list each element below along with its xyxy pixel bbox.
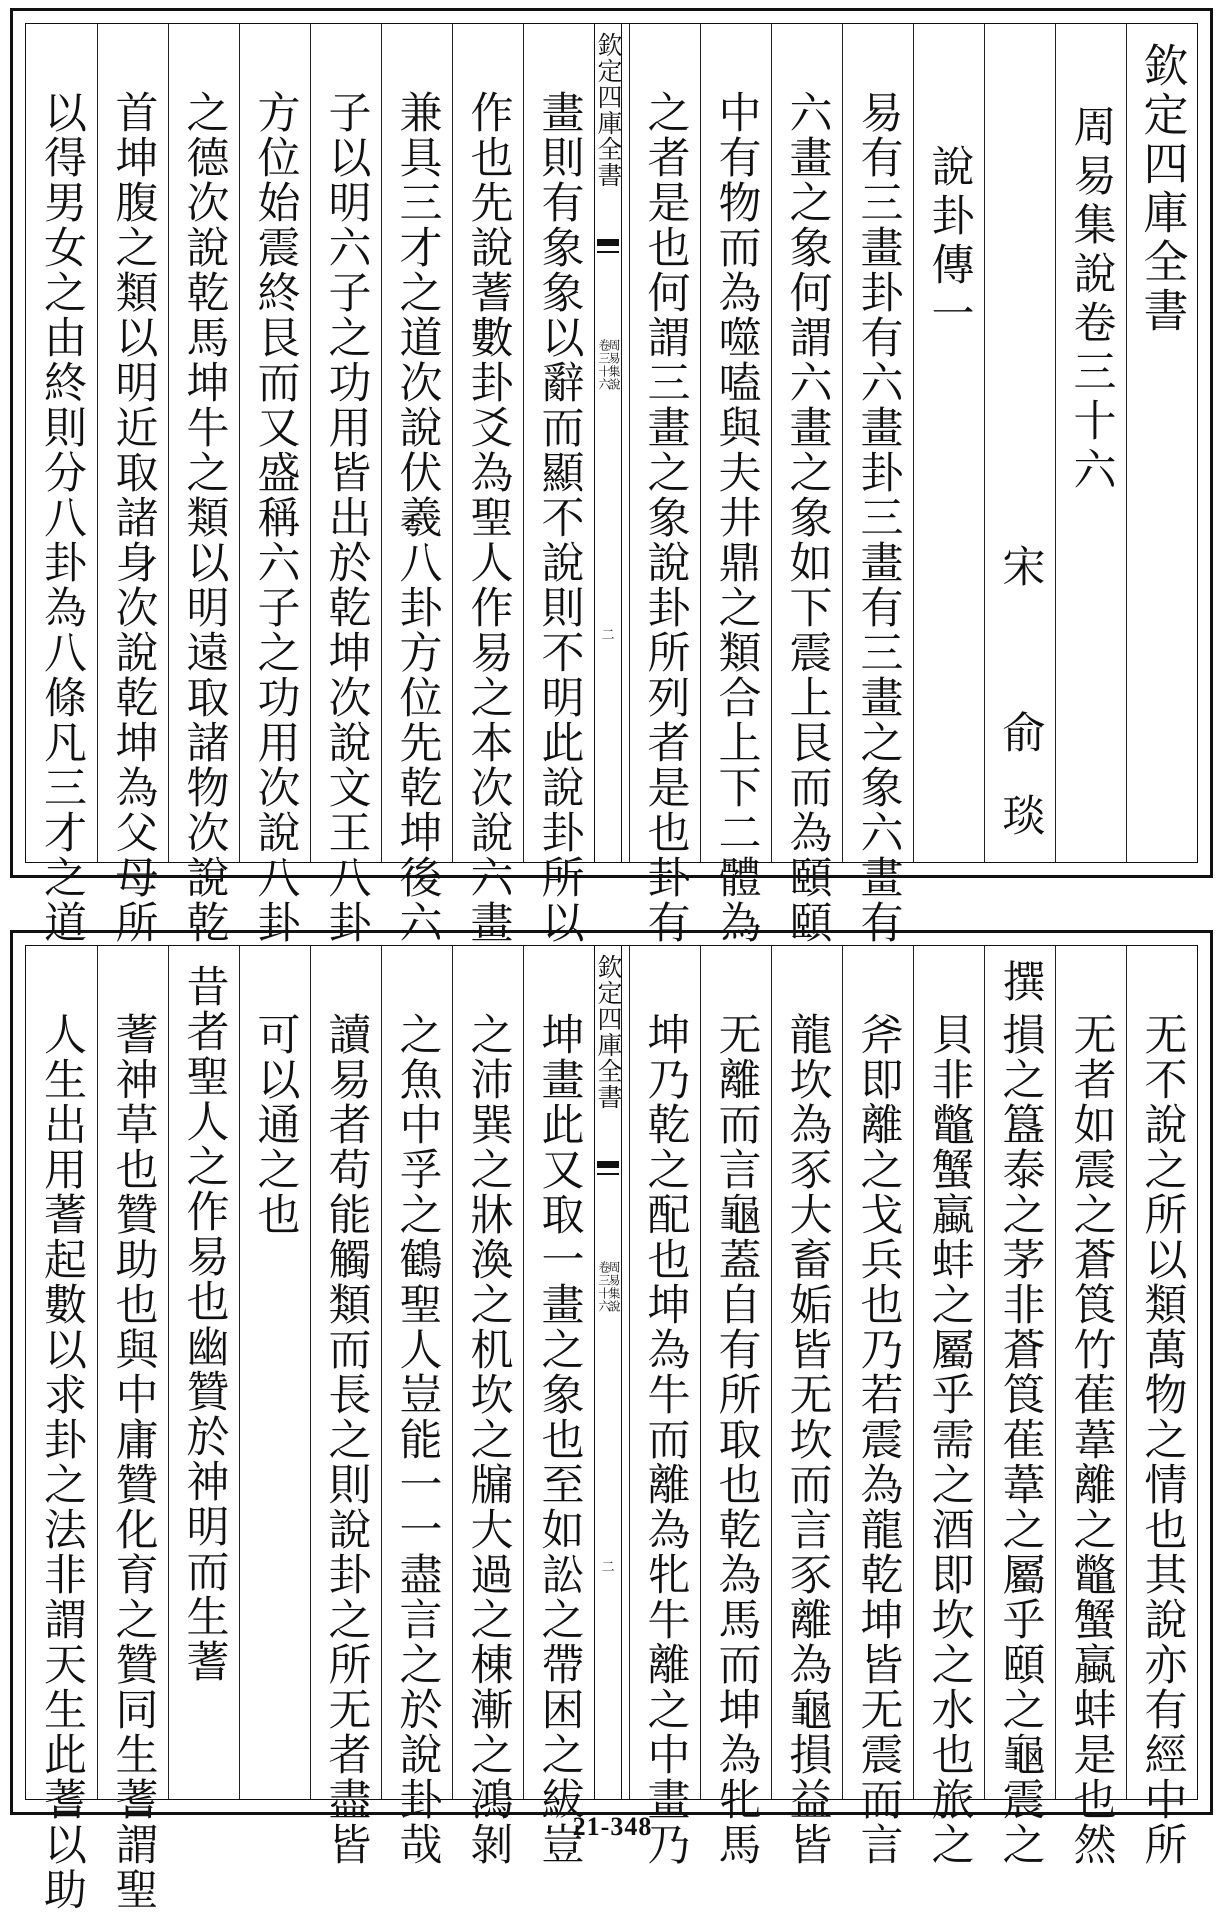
body-text: 之者是也何謂三畫之象說卦所列者是也卦有: [640, 90, 691, 945]
body-text: 六畫之象何謂六畫之象如下震上艮而為頤頤: [782, 90, 833, 945]
spine-title: 欽定四庫全書: [594, 32, 623, 188]
body-text: 首坤腹之類以明近取諸身次說乾坤為父母所: [108, 90, 159, 945]
top-page-frame: [25, 23, 1198, 1042]
text-column: [771, 946, 842, 1867]
center-spine: [594, 24, 622, 862]
text-column: [168, 24, 239, 945]
body-text: 斧即離之戈兵也乃若震為龍乾坤皆无震而言: [853, 1012, 904, 1867]
spine-book: 周易集說: [607, 339, 621, 391]
spine-volume: 卷三十六: [597, 1261, 611, 1313]
body-text: 貝非鼈蟹蠃蚌之屬乎需之酒即坎之水也旅之: [924, 1012, 975, 1867]
text-column: [771, 24, 842, 945]
book-title: 周易集說卷三十六: [1066, 104, 1117, 496]
text-column: [239, 24, 310, 945]
body-text: 无者如震之蒼筤竹萑葦離之鼈蟹蠃蚌是也然: [1066, 1012, 1117, 1867]
top-left-half: [26, 24, 594, 945]
body-text: 易有三畫卦有六畫卦三畫有三畫之象六畫有: [853, 90, 904, 945]
text-column: [629, 946, 700, 1867]
text-column: [1126, 946, 1197, 1867]
body-text: 方位始震終艮而又盛稱六子之功用次說八卦: [250, 90, 301, 945]
body-text: 損之簋泰之茅非蒼筤萑葦之屬乎頤之龜震之: [995, 1012, 1046, 1867]
body-text: 之魚中孚之鶴聖人豈能一一盡言之於說卦哉: [392, 1012, 443, 1867]
text-column: [629, 24, 700, 945]
spine-book: 周易集說: [607, 1261, 621, 1313]
spine-page-number: 二: [601, 1560, 615, 1575]
top-page: [10, 8, 1213, 1042]
text-column: [984, 946, 1055, 1867]
body-text: 畫則有象象以辭而顯不說則不明此說卦所以: [534, 90, 585, 945]
text-column: [452, 24, 523, 945]
fishtail-mark: [597, 1161, 619, 1175]
text-column: [26, 24, 97, 945]
body-text: 中有物而為噬嗑與夫井鼎之類合上下二體為: [711, 90, 762, 945]
text-column: [1055, 24, 1126, 862]
body-text: 坤畫此又取一畫之象也至如訟之帶困之紱豈: [534, 1012, 585, 1867]
center-spine: [594, 946, 622, 1799]
text-column: [523, 946, 594, 1867]
body-text: 无離而言龜蓋自有所取也乾為馬而坤為牝馬: [711, 1012, 762, 1867]
body-text: 之德次說乾馬坤牛之類以明遠取諸物次說乾: [179, 90, 230, 945]
text-column: [310, 24, 381, 945]
text-column: [310, 946, 381, 1867]
text-column: [168, 946, 239, 1799]
body-text: 之沛巽之牀渙之机坎之牖大過之棟漸之鴻剝: [463, 1012, 514, 1867]
body-text: 以得男女之由終則分八卦為八條凡三才之道: [37, 90, 87, 945]
text-column: [700, 24, 771, 945]
bottom-left-half: [26, 946, 594, 1912]
text-column: [523, 24, 594, 945]
text-column: [842, 946, 913, 1867]
text-column: [1126, 24, 1197, 862]
text-column: [913, 946, 984, 1867]
body-text: 蓍神草也贊助也與中庸贊化育之贊同生蓍謂聖: [108, 1012, 159, 1912]
chapter-heading: 說卦傳一: [924, 144, 975, 340]
page-footer-number: 21-348: [572, 1812, 653, 1841]
text-column: [381, 24, 452, 945]
body-text: 作也先說蓍數卦爻為聖人作易之本次說六畫: [463, 90, 514, 945]
text-column: [1055, 946, 1126, 1867]
body-text: 昔者聖人之作易也幽贊於神明而生蓍: [179, 964, 230, 1684]
text-column: [452, 946, 523, 1867]
top-right-half: [601, 24, 1197, 1042]
fishtail-mark: [597, 239, 619, 253]
collection-title: 欽定四庫全書: [1135, 42, 1189, 336]
text-column: [97, 24, 168, 945]
body-text: 龍坎為豕大畜姤皆无坎而言豕離為龜損益皆: [782, 1012, 833, 1867]
text-column: [700, 946, 771, 1867]
author-line: 宋 俞琰 撰: [995, 544, 1046, 1042]
body-text: 可以通之也: [250, 1012, 301, 1237]
body-text: 无不說之所以類萬物之情也其說亦有經中所: [1137, 1012, 1188, 1867]
body-text: 兼具三才之道次說伏羲八卦方位先乾坤後六: [392, 90, 443, 945]
body-text: 坤乃乾之配也坤為牛而離為牝牛離之中畫乃: [640, 1012, 691, 1867]
text-column: [97, 946, 168, 1912]
text-column: [381, 946, 452, 1867]
body-text: 人生出用蓍起數以求卦之法非謂天生此蓍以助: [37, 1012, 87, 1912]
text-column: [842, 24, 913, 945]
text-column: [239, 946, 310, 1799]
spine-volume: 卷三十六: [597, 339, 611, 391]
body-text: 讀易者苟能觸類而長之則說卦之所无者盡皆: [321, 1012, 372, 1867]
text-column: [984, 24, 1055, 1042]
text-column: [913, 24, 984, 862]
spine-title: 欽定四庫全書: [594, 954, 623, 1110]
spine-page-number: 二: [601, 628, 615, 643]
text-column: [26, 946, 97, 1912]
body-text: 子以明六子之功用皆出於乾坤次說文王八卦: [321, 90, 372, 945]
